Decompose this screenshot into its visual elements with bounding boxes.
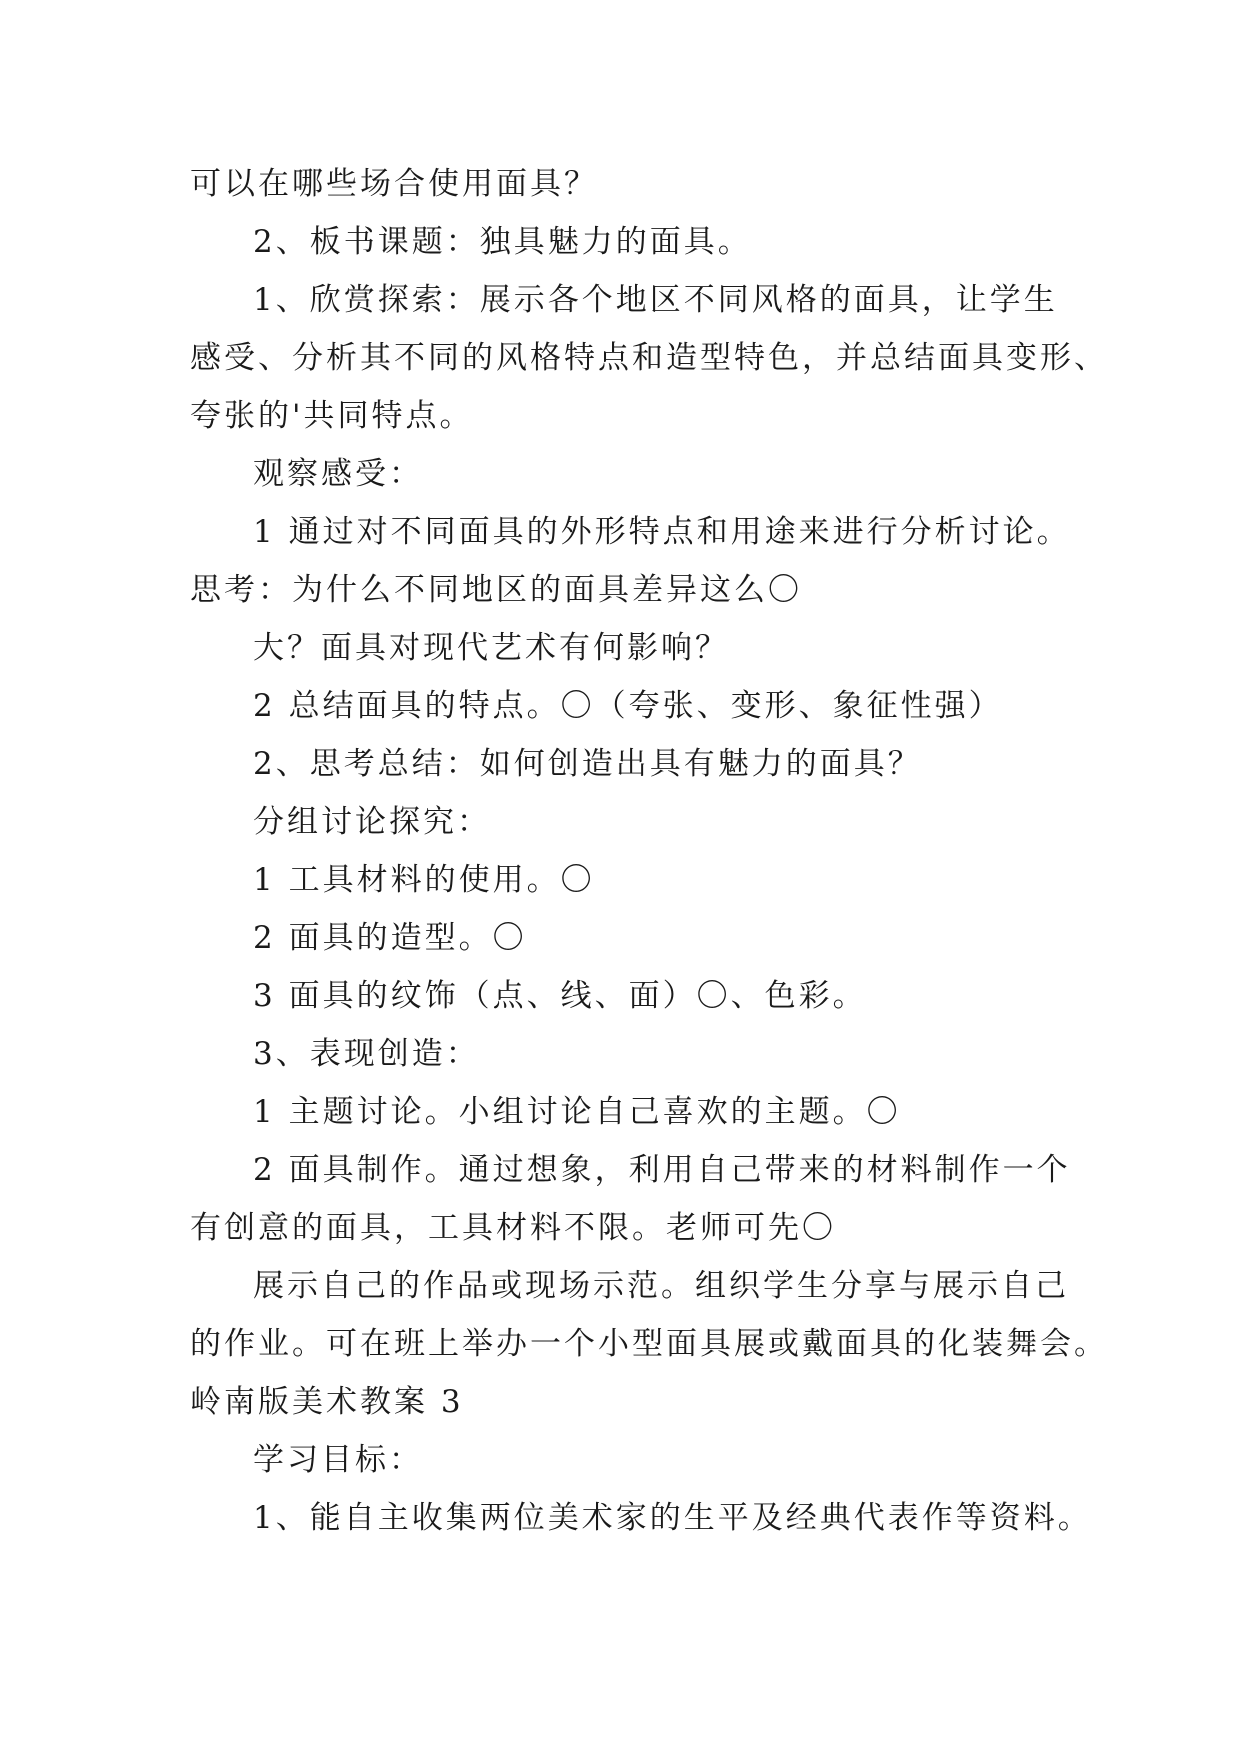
text-line: 1 通过对不同面具的外形特点和用途来进行分析讨论。 [253, 514, 1071, 550]
text-line: 思考：为什么不同地区的面具差异这么〇 [190, 572, 802, 608]
text-line: 2 总结面具的特点。〇（夸张、变形、象征性强） [253, 688, 1003, 724]
text-line: 1 主题讨论。小组讨论自己喜欢的主题。〇 [253, 1094, 901, 1130]
text-line: 分组讨论探究： [253, 804, 491, 840]
text-line: 展示自己的作品或现场示范。组织学生分享与展示自己 [253, 1268, 1069, 1304]
section-heading: 岭南版美术教案 3 [190, 1384, 464, 1420]
text-line: 2 面具的造型。〇 [253, 920, 527, 956]
text-line: 3、表现创造： [253, 1036, 480, 1072]
text-line: 观察感受： [253, 456, 423, 492]
text-line: 可以在哪些场合使用面具？ [190, 166, 598, 202]
text-line: 1、欣赏探索：展示各个地区不同风格的面具，让学生 [253, 282, 1058, 318]
text-line: 2 面具制作。通过想象，利用自己带来的材料制作一个 [253, 1152, 1071, 1188]
text-line: 夸张的'共同特点。 [190, 398, 474, 434]
text-line: 2、板书课题：独具魅力的面具。 [253, 224, 752, 260]
text-line: 感受、分析其不同的风格特点和造型特色，并总结面具变形、 [190, 340, 1108, 376]
text-line: 3 面具的纹饰（点、线、面）〇、色彩。 [253, 978, 867, 1014]
text-line: 1、能自主收集两位美术家的生平及经典代表作等资料。 [253, 1500, 1092, 1536]
text-line: 大？面具对现代艺术有何影响？ [253, 630, 729, 666]
text-line: 学习目标： [253, 1442, 423, 1478]
text-line: 的作业。可在班上举办一个小型面具展或戴面具的化装舞会。 [190, 1326, 1108, 1362]
text-line: 2、思考总结：如何创造出具有魅力的面具？ [253, 746, 922, 782]
text-line: 1 工具材料的使用。〇 [253, 862, 595, 898]
text-line: 有创意的面具，工具材料不限。老师可先〇 [190, 1210, 836, 1246]
